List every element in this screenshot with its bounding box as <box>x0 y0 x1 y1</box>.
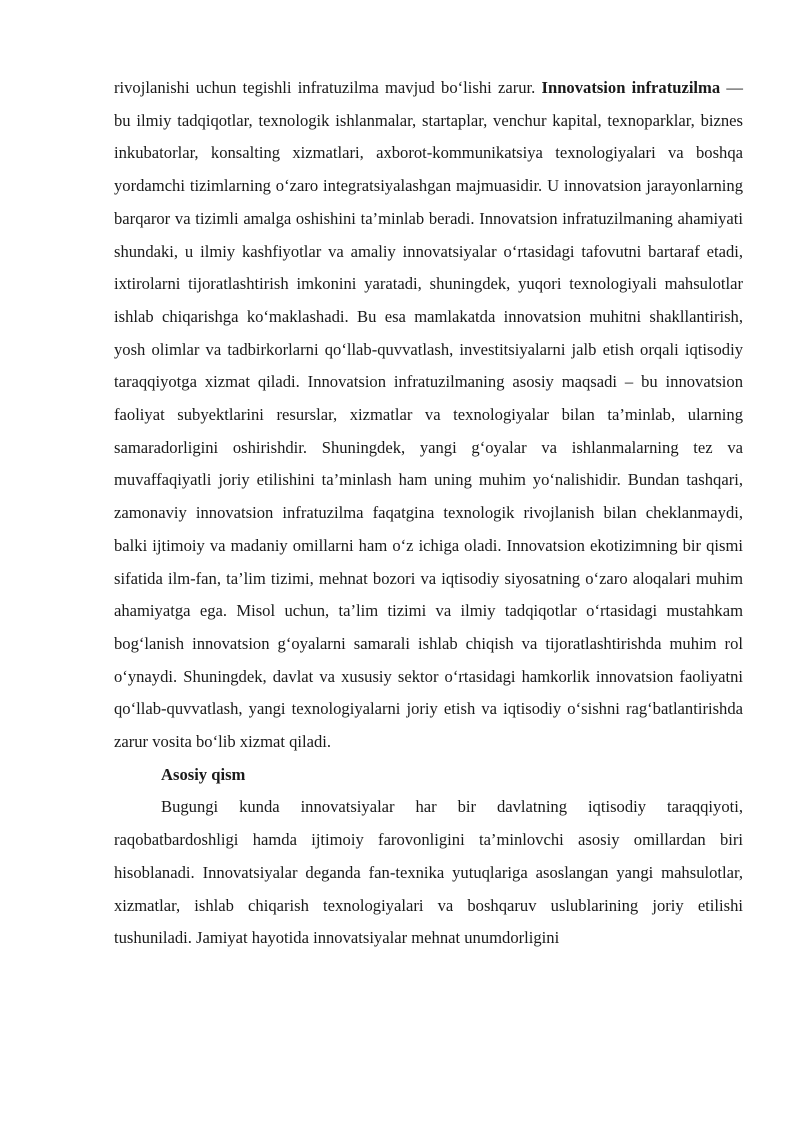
paragraph-body-text: — bu ilmiy tadqiqotlar, texnologik ishlanmalar, startaplar, venchur kapital, texnoparklar, biznes inkubatorlar, konsalting xizmatlari, axborot-kommunikatsiya texnologiyalari va boshqa yordamchi tizimlarning o‘zaro integratsiyalashgan majmuasidir. U innovatsion jarayonlarning barqaror va tizimli amalga oshishini ta’minlab beradi. Innovatsion infratuzilmaning ahamiyati shundaki, u ilmiy kashfiyotlar va amaliy innovatsiyalar o‘rtasidagi tafovutni bartaraf etadi, ixtirolarni tijoratlashtirish imkonini yaratadi, shuningdek, yuqori texnologiyali mahsulotlar ishlab chiqarishga ko‘maklashadi. Bu esa mamlakatda innovatsion muhitni shakllantirish, yosh olimlar va tadbirkorlarni qo‘llab-quvvatlash, investitsiyalarni jalb etish orqali iqtisodiy taraqqiyotga xizmat qiladi. Innovatsion infratuzilmaning asosiy maqsadi – bu innovatsion faoliyat subyektlarini resurslar, xizmatlar va texnologiyalar bilan ta’minlab, ularning samaradorligini oshirishdir. Shuningdek, yangi g‘oyalar va ishlanmalarning tez va muvaffaqiyatli joriy etilishini ta’minlash ham uning muhim yo‘nalishidir. Bundan tashqari, zamonaviy innovatsion infratuzilma faqatgina texnologik rivojlanish bilan cheklanmaydi, balki ijtimoiy va madaniy omillarni ham o‘z ichiga oladi. Innovatsion ekotizimning bir qismi sifatida ilm-fan, ta’lim tizimi, mehnat bozori va iqtisodiy siyosatning o‘zaro aloqalari muhim ahamiyatga ega. Misol uchun, ta’lim tizimi va ilmiy tadqiqotlar o‘rtasidagi mustahkam bog‘lanish innovatsion g‘oyalarni samarali ishlab chiqish va tijoratlashtirishda muhim rol o‘ynaydi. Shuningdek, davlat va xususiy sektor o‘rtasidagi hamkorlik innovatsion faoliyatni qo‘llab-quvvatlash, yangi texnologiyalarni joriy etish va iqtisodiy o‘sishni rag‘batlantirishda zarur vosita bo‘lib xizmat qiladi. <box>114 78 743 752</box>
body-paragraph-2: Bugungi kunda innovatsiyalar har bir davlatning iqtisodiy taraqqiyoti, raqobatbardoshligi hamda ijtimoiy farovonligini ta’minlovchi asosiy omillardan biri hisoblanadi. Innovatsiyalar deganda fan-texnika yutuqlariga asoslangan yangi mahsulotlar, xizmatlar, ishlab chiqarish texnologiyalari va boshqaruv uslublarining joriy etilishi tushuniladi. Jamiyat hayotida innovatsiyalar mehnat unumdorligini <box>114 797 743 948</box>
paragraph-lead-text: rivojlanishi uchun tegishli infratuzilma mavjud bo‘lishi zarur. <box>114 78 542 97</box>
document-page <box>114 72 743 955</box>
bold-term: Innovatsion infratuzilma <box>541 78 721 97</box>
section-heading: Asosiy qism <box>161 764 246 784</box>
body-paragraph-1 <box>114 72 743 759</box>
